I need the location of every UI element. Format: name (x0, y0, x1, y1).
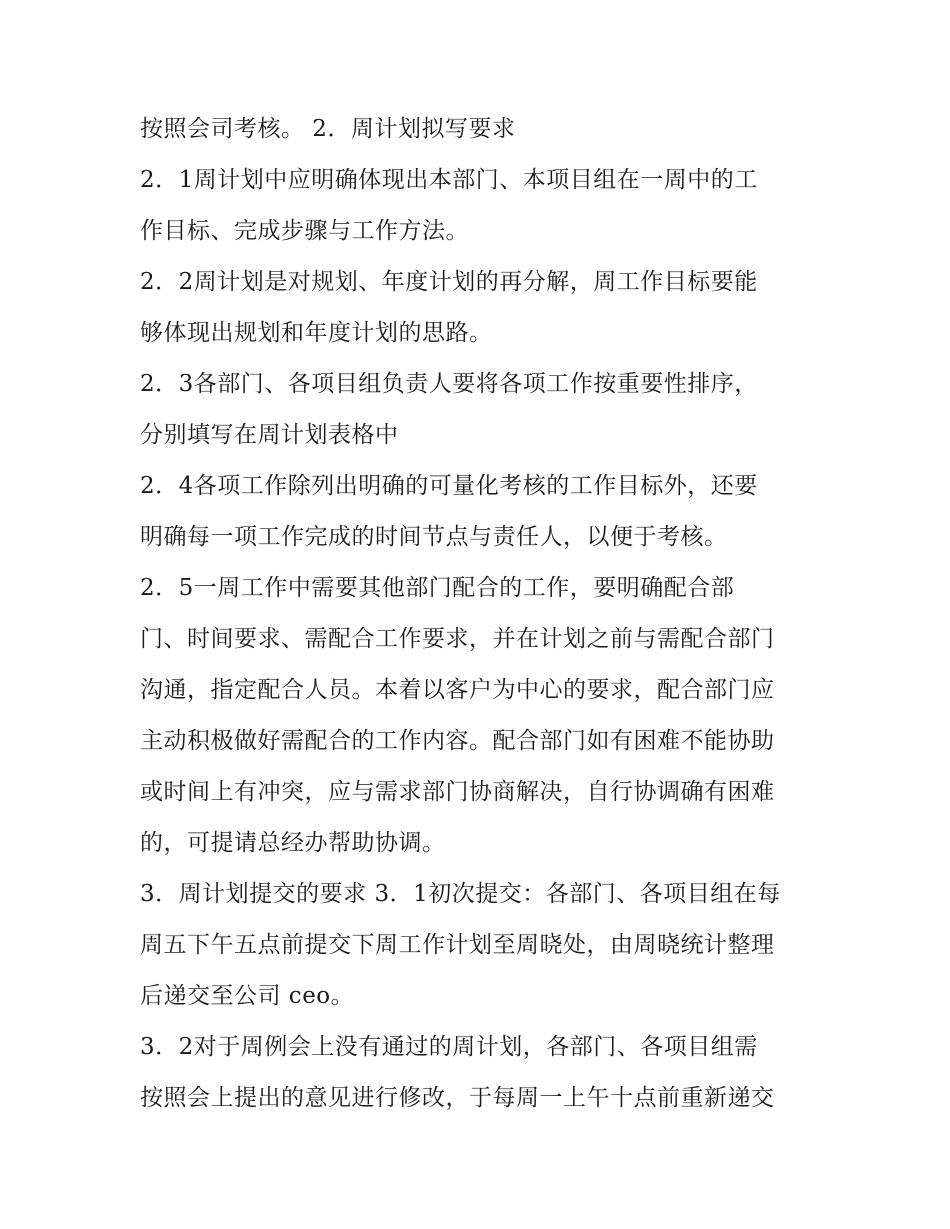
text-line: 门、时间要求、需配合工作要求，并在计划之前与需配合部门 (140, 626, 775, 652)
text-line: 2．5一周工作中需要其他部门配合的工作，要明确配合部 (140, 575, 735, 601)
text-line: 3．2对于周例会上没有通过的周计划，各部门、各项目组需 (140, 1034, 758, 1060)
text-line: 按照会上提出的意见进行修改，于每周一上午十点前重新递交 (140, 1085, 775, 1111)
text-line: 周五下午五点前提交下周工作计划至周晓处，由周晓统计整理 (140, 932, 775, 958)
text-line: 2．3各部门、各项目组负责人要将各项工作按重要性排序， (140, 371, 758, 397)
text-line: 2．2周计划是对规划、年度计划的再分解，周工作目标要能 (140, 269, 758, 295)
text-line: 够体现出规划和年度计划的思路。 (140, 320, 493, 346)
document-body (140, 106, 820, 1126)
text-line: 2．4各项工作除列出明确的可量化考核的工作目标外，还要 (140, 473, 758, 499)
text-line: 按照会司考核。 2．周计划拟写要求 (140, 116, 516, 142)
text-line: 后递交至公司 ceo。 (140, 983, 355, 1009)
text-line: 明确每一项工作完成的时间节点与责任人，以便于考核。 (140, 524, 728, 550)
text-line: 分别填写在周计划表格中 (140, 422, 399, 448)
text-line: 或时间上有冲突，应与需求部门协商解决，自行协调确有困难 (140, 779, 775, 805)
text-line: 2．1周计划中应明确体现出本部门、本项目组在一周中的工 (140, 167, 758, 193)
text-line: 作目标、完成步骤与工作方法。 (140, 218, 469, 244)
text-line: 主动积极做好需配合的工作内容。配合部门如有困难不能协助 (140, 728, 775, 754)
text-line: 3．周计划提交的要求 3．1初次提交：各部门、各项目组在每 (140, 881, 781, 907)
text-line: 沟通，指定配合人员。本着以客户为中心的要求，配合部门应 (140, 677, 775, 703)
text-line: 的，可提请总经办帮助协调。 (140, 830, 446, 856)
